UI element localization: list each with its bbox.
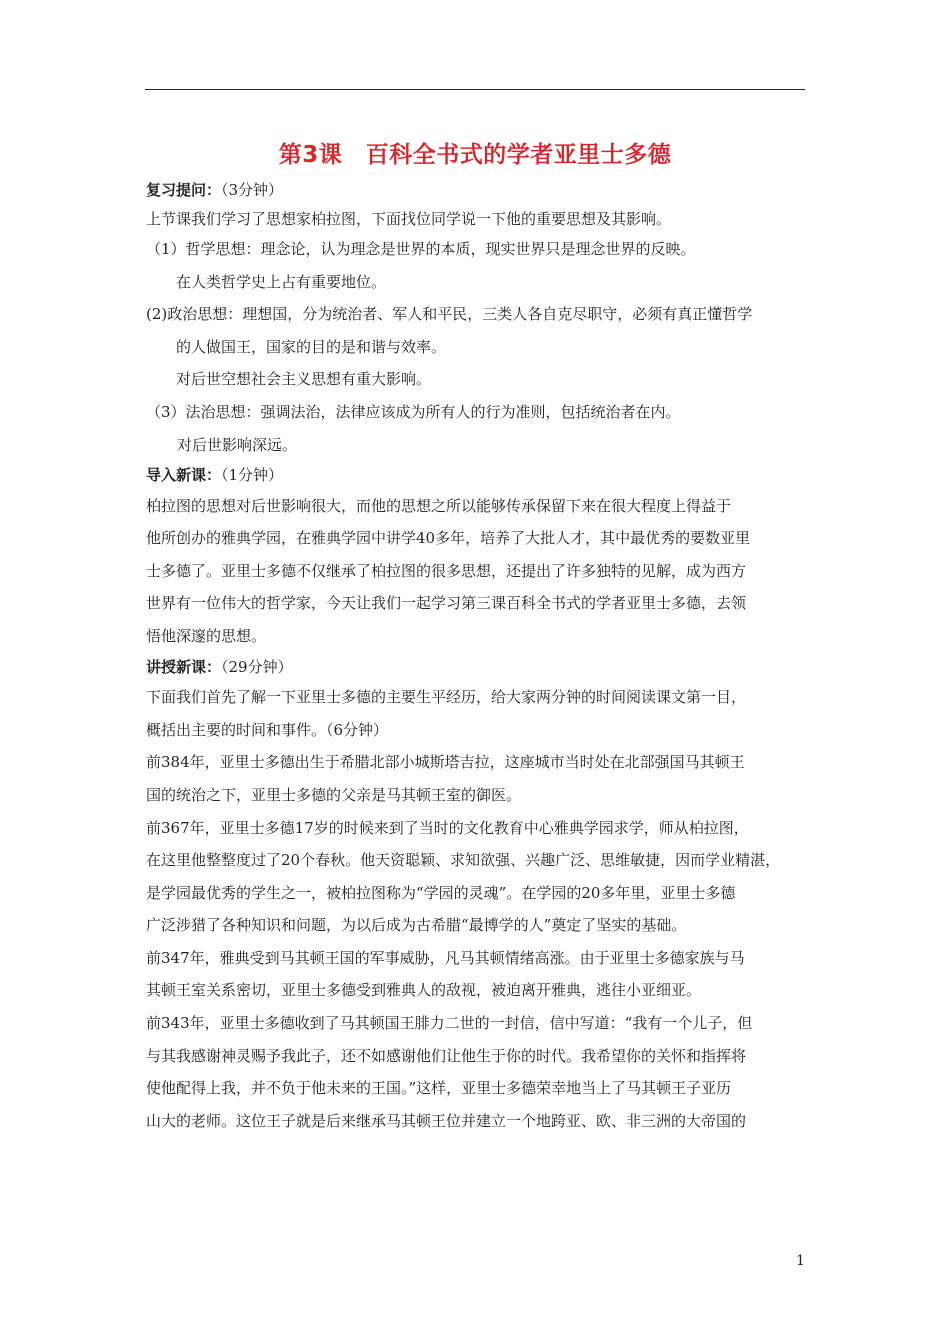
- paragraph-line: (2)政治思想：理想国，分为统治者、军人和平民，三类人各自克尽职守，必须有真正懂哲学: [146, 305, 753, 324]
- paragraph-line: 前347年，雅典受到马其顿王国的军事威胁，凡马其顿情绪高涨。由于亚里士多德家族与马: [146, 948, 745, 967]
- lesson-title: 第3课 百科全书式的学者亚里士多德: [278, 142, 672, 168]
- paragraph-line: 下面我们首先了解一下亚里士多德的主要生平经历，给大家两分钟的时间阅读课文第一目，: [146, 688, 747, 707]
- paragraph-line: （3）法治思想：强调法治，法律应该成为所有人的行为准则，包括统治者在内。: [146, 402, 681, 421]
- paragraph-line: 对后世空想社会主义思想有重大影响。: [176, 370, 432, 389]
- paragraph-line: 士多德了。亚里士多德不仅继承了柏拉图的很多思想，还提出了许多独特的见解，成为西方: [146, 561, 747, 580]
- page-number: 1: [796, 1253, 805, 1269]
- paragraph-line: 在这里他整整度过了20个春秋。他天资聪颖、求知欲强、兴趣广泛、思维敏捷，因而学业精湛，: [146, 851, 781, 870]
- paragraph-line: 国的统治之下，亚里士多德的父亲是马其顿王室的御医。: [146, 785, 522, 804]
- paragraph-line: 的人做国王，国家的目的是和谐与效率。: [176, 337, 447, 356]
- heading-label: 复习提问：: [146, 181, 222, 199]
- header-rule: [145, 89, 805, 90]
- paragraph-line: 山大的老师。这位王子就是后来继承马其顿王位并建立一个地跨亚、欧、非三洲的大帝国的: [146, 1111, 747, 1130]
- paragraph-line: 使他配得上我，并不负于他未来的王国。”这样，亚里士多德荣幸地当上了马其顿王子亚历: [146, 1079, 732, 1098]
- section-heading-review: [146, 176, 810, 205]
- document-body: [146, 176, 810, 1137]
- paragraph-line: 广泛涉猎了各种知识和问题，为以后成为古希腊“最博学的人”奠定了坚实的基础。: [146, 916, 687, 935]
- heading-time: （1分钟）: [221, 466, 284, 485]
- heading-time: （3分钟）: [221, 181, 284, 199]
- paragraph-line: 其顿王室关系密切，亚里士多德受到雅典人的敌视，被迫离开雅典，逃往小亚细亚。: [146, 981, 702, 1000]
- section-heading-intro: [146, 461, 810, 490]
- paragraph-line: 前384年，亚里士多德出生于希腊北部小城斯塔吉拉，这座城市当时处在北部强国马其顿王: [146, 753, 745, 772]
- paragraph-line: 柏拉图的思想对后世影响很大，而他的思想之所以能够传承保留下来在很大程度上得益于: [146, 496, 732, 515]
- paragraph-line: 对后世影响深远。: [177, 435, 298, 454]
- paragraph-line: 与其我感谢神灵赐予我此子，还不如感谢他们让他生于你的时代。我希望你的关怀和指挥将: [146, 1046, 747, 1065]
- heading-time: （29分钟）: [221, 657, 293, 676]
- paragraph-line: 前367年，亚里士多德17岁的时候来到了当时的文化教育中心雅典学园求学，师从柏拉图，: [146, 818, 749, 837]
- section-heading-lecture: [146, 653, 810, 682]
- paragraph-line: 概括出主要的时间和事件。（6分钟）: [146, 720, 389, 739]
- paragraph-line: 世界有一位伟大的哲学家，今天让我们一起学习第三课百科全书式的学者亚里士多德，去领: [146, 594, 747, 613]
- paragraph-line: 前343年，亚里士多德收到了马其顿国王腓力二世的一封信，信中写道：“我有一个儿子，但: [146, 1014, 753, 1033]
- paragraph-line: 上节课我们学习了思想家柏拉图，下面找位同学说一下他的重要思想及其影响。: [146, 209, 672, 228]
- paragraph-line: 他所创办的雅典学园，在雅典学园中讲学40多年，培养了大批人才，其中最优秀的要数亚里: [146, 529, 751, 548]
- paragraph-line: 是学园最优秀的学生之一，被柏拉图称为“学园的灵魂”。在学园的20多年里，亚里士多德: [146, 883, 736, 902]
- heading-label: 导入新课：: [146, 466, 222, 485]
- paragraph-line: 在人类哲学史上占有重要地位。: [176, 272, 387, 291]
- heading-label: 讲授新课：: [146, 657, 222, 676]
- paragraph-line: 悟他深邃的思想。: [146, 627, 267, 646]
- paragraph-line: （1）哲学思想：理念论，认为理念是世界的本质，现实世界只是理念世界的反映。: [146, 240, 696, 258]
